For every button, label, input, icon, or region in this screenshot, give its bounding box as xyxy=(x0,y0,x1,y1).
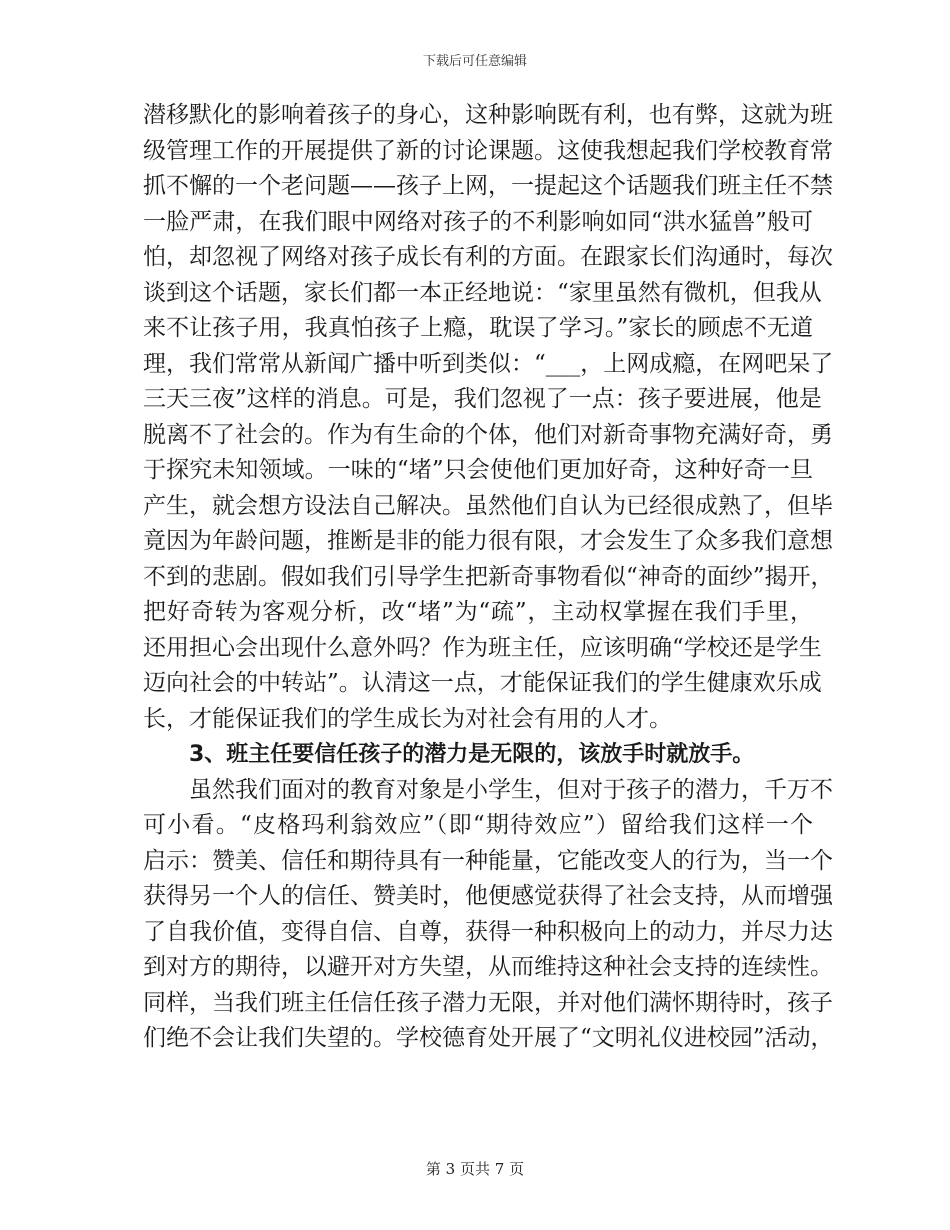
section-heading: 3、班主任要信任孩子的潜力是无限的，该放手时就放手。 xyxy=(189,742,755,767)
text-line: 获得另一个人的信任、赞美时，他便感觉获得了社会支持，从而增强 xyxy=(143,883,833,909)
text-line: 来不让孩子用，我真怕孩子上瘾，耽误了学习。”家长的顾虑不无道 xyxy=(143,315,813,341)
text-line: 抓不懈的一个老问题——孩子上网，一提起这个话题我们班主任不禁 xyxy=(143,173,833,199)
text-line: 怕，却忽视了网络对孩子成长有利的方面。在跟家长们沟通时，每次 xyxy=(143,244,833,270)
text-line: 把好奇转为客观分析，改“堵”为“疏”，主动权掌握在我们手里， xyxy=(143,599,813,625)
paragraph-2 xyxy=(143,773,834,1057)
text-line: 一脸严肃，在我们眼中网络对孩子的不利影响如同“洪水猛兽”般可 xyxy=(143,208,813,235)
text-line: 竟因为年龄问题，推断是非的能力很有限，才会发生了众多我们意想 xyxy=(143,528,833,554)
text-line: 到对方的期待，以避开对方失望，从而维持这种社会支持的连续性。 xyxy=(143,954,833,980)
text-line: 级管理工作的开展提供了新的讨论课题。这使我想起我们学校教育常 xyxy=(143,137,833,164)
text-line: 于探究未知领域。一味的“堵”只会使他们更加好奇，这种好奇一旦 xyxy=(143,457,813,483)
paragraph-1 xyxy=(143,98,834,737)
text-line: 脱离不了社会的。作为有生命的个体，他们对新奇事物充满好奇，勇 xyxy=(143,421,833,448)
text-line: 产生，就会想方设法自己解决。虽然他们自认为已经很成熟了，但毕 xyxy=(143,492,833,519)
text-line: 长，才能保证我们的学生成长为对社会有用的人才。 xyxy=(143,705,672,732)
text-line: 还用担心会出现什么意外吗？作为班主任，应该明确“学校还是学生 xyxy=(143,634,822,661)
text-line: 迈向社会的中转站”。认清这一点，才能保证我们的学生健康欢乐成 xyxy=(143,670,822,696)
document-body xyxy=(143,98,834,1057)
text-line: 可小看。“皮格玛利翁效应”（即“期待效应”）留给我们这样一个 xyxy=(143,812,813,838)
text-line: 了自我价值，变得自信、自尊，获得一种积极向上的动力，并尽力达 xyxy=(143,918,833,945)
text-line: 谈到这个话题，家长们都一本正经地说：“家里虽然有微机，但我从 xyxy=(143,279,822,306)
text-line: 潜移默化的影响着孩子的身心，这种影响既有利，也有弊，这就为班 xyxy=(143,102,833,128)
text-line: 三天三夜”这样的消息。可是，我们忽视了一点：孩子要进展，他是 xyxy=(143,386,822,412)
text-line: 虽然我们面对的教育对象是小学生，但对于孩子的潜力，千万不 xyxy=(189,776,833,803)
text-line: 理，我们常常从新闻广播中听到类似：“___，上网成瘾，在网吧呆了 xyxy=(143,350,834,377)
page-header: 下载后可任意编辑 xyxy=(422,54,527,69)
text-line: 不到的悲剧。假如我们引导学生把新奇事物看似“神奇的面纱”揭开， xyxy=(143,563,834,590)
text-line: 同样，当我们班主任信任孩子潜力无限，并对他们满怀期待时，孩子 xyxy=(143,989,833,1016)
text-line: 们绝不会让我们失望的。学校德育处开展了“文明礼仪进校园”活动， xyxy=(143,1025,834,1051)
page-footer: 第 3 页共 7 页 xyxy=(425,1160,525,1178)
text-line: 启示：赞美、信任和期待具有一种能量，它能改变人的行为，当一个 xyxy=(143,847,833,874)
